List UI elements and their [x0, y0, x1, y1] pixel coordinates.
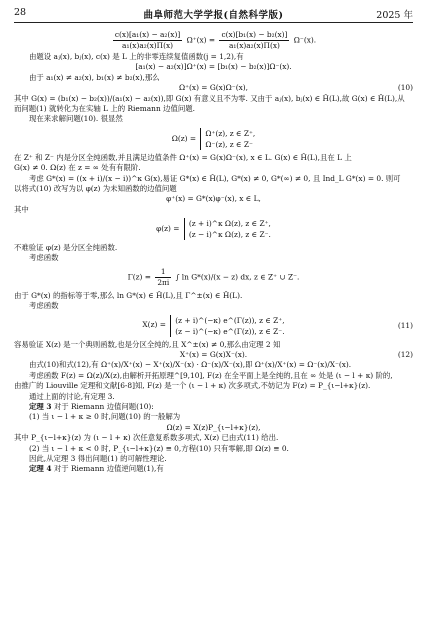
piecewise-cases: Ω⁺(z), z ∈ Z⁺, Ω⁻(z), z ∈ Z⁻	[200, 128, 255, 150]
omega-definition: Ω(z) = Ω⁺(z), z ∈ Z⁺, Ω⁻(z), z ∈ Z⁻	[171, 128, 256, 149]
text-line: 由式(10)和式(12),有 Ω⁺(x)/X⁺(x) − X⁺(x)/X⁻(x) · Ω⁻(x)/X⁻(x),即 Ω⁺(x)/X⁺(x) = Ω⁻(x)/X⁻(x).	[29, 360, 352, 370]
article-body	[14, 30, 413, 633]
equation-number: (11)	[397, 320, 413, 330]
X-definition: X(z) = (z + i)^(−κ) e^(Γ(z)), z ∈ Z⁺, (z − i)^(−κ) e^(Γ(z)), z ∈ Z⁻. (11)	[142, 315, 413, 336]
journal-title: 曲阜师范大学学报(自然科学版)	[143, 10, 284, 21]
text-line: 不难验证 φ(z) 是分区全纯函数.	[14, 243, 118, 253]
phi-definition: φ(z) = (z + i)^κ Ω(z), z ∈ Z⁺, (z − i)^κ Ω(z), z ∈ Z⁻.	[156, 219, 271, 240]
text-line: (1) 当 ι − l + κ ≥ 0 时,问题(10) 的一般解为	[29, 412, 181, 422]
text-line: 而问题(1) 就转化为在实轴 L 上的 Riemann 边值问题.	[14, 103, 195, 113]
text-line: 容易验证 X(z) 是一个典则函数,也是分区全纯的,且 X^±(x) ≠ 0,那么由定理 2 知	[14, 339, 281, 349]
text-line: 由题设 aⱼ(x), bⱼ(x), c(x) 是 L 上的非零连续复值函数(j = 1,2),有	[29, 52, 244, 61]
text-line: 考虑函数	[29, 253, 59, 263]
text-line: 其中 G(x) = (b₁(x) − b₂(x))/(a₁(x) − a₂(x)),即 G(x) 有意义且不为零. 又由于 aⱼ(x), bⱼ(x) ∈ Ĥ(L),故 G(x) ∈ Ĥ(L),从	[14, 93, 405, 103]
equation-10: Ω⁺(x) = G(x)Ω⁻(x), (10)	[178, 83, 413, 93]
text-line: 在 Z⁺ 和 Z⁻ 内是分区全纯函数,并且满足边值条件 Ω⁺(x) = G(x)Ω⁻(x), x ∈ L. G(x) ∈ Ĥ(L),且在 L 上	[14, 152, 352, 162]
text-line: G(x) ≠ 0. Ω(z) 在 z = ∞ 处有有限阶.	[14, 163, 141, 173]
equation-number: (12)	[397, 350, 413, 360]
text-line: 考虑函数 F(z) = Ω(z)/X(z),由解析开拓原理^[9,10], F(z) 在全平面上是全纯的,且在 ∞ 处是 (ι − l + κ) 阶的,	[29, 370, 393, 380]
equation-solution: Ω(z) = X(z)P_{ι−l+κ}(z),	[166, 422, 261, 432]
equation: [a₁(x) − a₂(x)]Ω⁺(x) = [b₁(x) − b₂(x)]Ω⁻(x).	[135, 62, 292, 72]
text-line: 考虑函数	[29, 301, 59, 311]
text-line: 由于 a₁(x) ≠ a₂(x), b₁(x) ≠ b₂(x),那么	[29, 72, 160, 82]
text-line: 考虑 G*(x) = ((x + i)/(x − i))^κ G(x),易证 G*(x) ∈ Ĥ(L), G*(x) ≠ 0, G*(∞) ≠ 0, 且 Ind_L G*(x) = 0. 则可	[29, 173, 401, 183]
fraction: $\frac{1}{2\pi i}$	[157, 266, 170, 287]
text-line: 通过上面的讨论,有定理 3.	[29, 391, 115, 401]
text-line: (2) 当 ι − l + κ < 0 时, P_{ι−l+κ}(z) ≡ 0,方程(10) 只有零解,即 Ω(z) ≡ 0.	[29, 443, 289, 453]
equation-12: X⁺(x) = G(x)X⁻(x). (12)	[179, 350, 413, 360]
fraction-right: $\frac{\text{c(x)[b₁(x) − b₂(x)]}}{\text{a₁(x)a₂(x)Π(x)}}$	[221, 30, 288, 50]
theorem-heading: 定理 3	[29, 401, 52, 411]
piecewise-cases: (z + i)^κ Ω(z), z ∈ Z⁺, (z − i)^κ Ω(z), z ∈ Z⁻.	[184, 218, 271, 240]
gamma-definition: Γ(z) = $\frac{1}{2\pi i}$ ∫ ln G*(x)/(x − z) dx, z ∈ Z⁺ ∪ Z⁻.	[127, 266, 300, 287]
text-line: 因此,从定理 3 得出问题(1) 的可解性理论.	[29, 453, 167, 463]
text-line: 由于 G*(x) 的指标等于零,那么 ln G*(x) ∈ Ĥ(L),且 Γ^±(x) ∈ Ĥ(L).	[14, 290, 243, 300]
text-line: 其中	[14, 204, 29, 214]
text-line: 以将式(10) 改写为以 φ(z) 为未知函数的边值问题	[14, 183, 177, 193]
text-line: 由推广的 Liouville 定理和文献[6-8]知, F(z) 是一个 (ι − l + κ) 次多项式,不妨记为 F(z) = P_{ι−l+κ}(z).	[14, 381, 371, 391]
theorem-3: 定理 3 对于 Riemann 边值问题(10):	[29, 401, 154, 411]
publication-year: 2025 年	[376, 10, 413, 21]
text-line: 其中 P_{ι−l+κ}(z) 为 (ι − l + κ) 次任意复系数多项式, X(z) 已由式(11) 给出.	[14, 433, 279, 443]
fraction-left: $\frac{\text{c(x)[a₁(x) − a₂(x)]}}{\text{a₁(x)a₂(x)Π(x)}}$	[114, 30, 181, 50]
theorem-heading: 定理 4	[29, 464, 52, 474]
equation-phi: φ⁺(x) = G*(x)φ⁻(x), x ∈ L,	[166, 194, 261, 204]
text-line: 现在来求解问题(10). 很显然	[29, 114, 123, 124]
equation-number: (10)	[397, 83, 413, 93]
page-number: 28	[14, 7, 27, 18]
page-header	[14, 6, 413, 23]
piecewise-cases: (z + i)^(−κ) e^(Γ(z)), z ∈ Z⁺, (z − i)^(−κ) e^(Γ(z)), z ∈ Z⁻.	[170, 315, 284, 337]
theorem-4: 定理 4 对于 Riemann 边值逆问题(1),有	[29, 464, 164, 474]
equation-top: $\frac{\text{c(x)[a₁(x) − a₂(x)]}}{\text{a₁(x)a₂(x)Π(x)}}$ Ω⁺(x) = $\frac{\text{c(x)[b₁(x) − b₂(x)]}}{\text{a₁(x)a₂(x)Π(x)}}$ Ω⁻(x).	[114, 30, 317, 50]
